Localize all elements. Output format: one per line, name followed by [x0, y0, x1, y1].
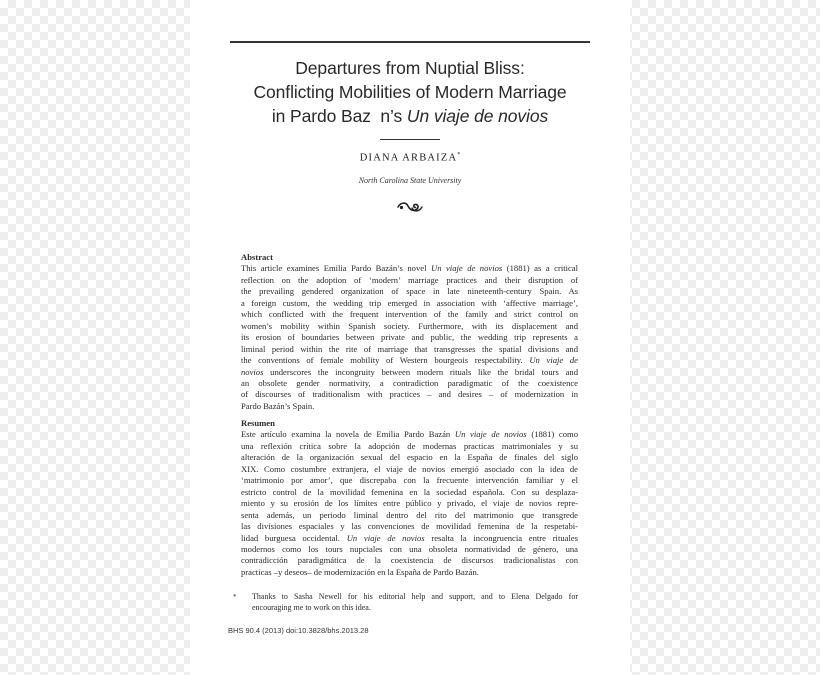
abstract-line: [241, 378, 578, 389]
fleuron-icon: [397, 201, 423, 213]
author-name-text: DIANA ARBAIZA: [359, 152, 458, 164]
body-text: las divisiones espaciales y las convenciones de movilidad femenina de la respetabi-: [241, 521, 578, 532]
body-text: the prevailing gendered organization of space in late nineteenth-century Spain. As: [241, 286, 578, 297]
body-text: resalta la incongruencia entre rituales: [424, 532, 578, 543]
abstract-line: [241, 344, 578, 355]
footnote-line-1: Thanks to Sasha Newell for his editorial help and support, and to Elena Delgado for: [252, 592, 578, 601]
abstract-heading: Abstract: [241, 252, 273, 262]
abstract-line: [241, 389, 578, 400]
resumen-line: [241, 452, 578, 463]
body-text: contradicción paradigmática de la coexistencia de discursos tradicionalistas con: [241, 555, 578, 566]
italic-title: Un viaje de novios: [346, 532, 425, 543]
footnote-mark: *: [233, 593, 237, 601]
footnote-line-2: encouraging me to work on this idea.: [252, 602, 371, 612]
resumen-line: [241, 441, 578, 452]
abstract-line: [241, 332, 578, 343]
abstract-line: [241, 367, 578, 378]
journal-citation: BHS 90.4 (2013) doi:10.3828/bhs.2013.28: [228, 626, 369, 635]
abstract-line: [241, 298, 578, 309]
body-text: the conventions of female mobility of Western bourgeois respectability.: [241, 355, 530, 366]
body-text: Pardo Bazán’s Spain.: [241, 400, 315, 411]
body-text: modernos como los tours nupciales con una obsoleta normatividad de género, una: [241, 543, 578, 554]
footnote-text: [252, 592, 578, 613]
body-text: (1881) as a critical: [502, 263, 578, 274]
resumen-line: [241, 464, 578, 475]
italic-title: Un viaje de novios: [454, 429, 527, 440]
resumen-line: [241, 567, 578, 578]
abstract-line: [241, 355, 578, 366]
title-line-1: Departures from Nuptial Bliss:: [295, 58, 525, 78]
body-text: (1881) como: [526, 429, 578, 440]
resumen-line: [241, 487, 578, 498]
body-text: alteración de la organización sexual del espacio en la España de finales del siglo: [241, 452, 578, 463]
author-affiliation: North Carolina State University: [358, 176, 462, 185]
body-text: estricto control de la movilidad femenina en la sociedad española. Con su desplaza-: [241, 486, 578, 497]
italic-title: Un viaje de: [529, 355, 578, 366]
resumen-line: [241, 498, 578, 509]
body-text: miento y su erosión de los límites entre público y privado, el viaje de novios repre-: [241, 498, 578, 509]
body-text: practicas –y deseos– de modernización en la España de Pardo Bazán.: [241, 566, 479, 577]
italic-title: novios: [241, 366, 264, 377]
author-name: [190, 152, 630, 164]
title-line-3-prefix: in Pardo Baz n’s: [271, 106, 407, 126]
body-text: ‘matrimonio por amor’, que discrepaba con la frecuente intervención familiar y el: [241, 475, 578, 486]
resumen-heading: Resumen: [241, 418, 275, 428]
body-text: liminal period within the rite of marriage that transgresses the spatial divisions and: [241, 343, 578, 354]
title-divider: [380, 139, 440, 140]
body-text: lidad burguesa occidental.: [241, 532, 347, 543]
resumen-line: [241, 555, 578, 566]
resumen-line: [241, 544, 578, 555]
body-text: an obsolete gender normativity, a contradiction paradigmatic of the coexistence: [241, 377, 578, 388]
top-rule: [230, 41, 590, 43]
body-text: which conflicted with the frequent intervention of the family and strict control on: [241, 309, 578, 320]
abstract-line: [241, 309, 578, 320]
abstract-line: [241, 321, 578, 332]
body-text: XIX. Como costumbre extranjera, el viaje de novios emergió asociado con la idea de: [241, 463, 578, 474]
abstract-section: [241, 252, 578, 412]
abstract-line: [241, 275, 578, 286]
body-text: of discourses of traditionalism with practices – and desires – of modernization in: [241, 389, 578, 400]
body-text: senta además, un periodo liminal dentro del rito del matrimonio que transgrede: [241, 509, 578, 520]
abstract-line: [241, 263, 578, 274]
body-text: a foreign custom, the wedding trip emerged in association with ‘affective marriage’,: [241, 297, 578, 308]
body-text: reflection on the adoption of ‘modern’ marriage practices and their disruption of: [241, 274, 578, 285]
resumen-line: [241, 475, 578, 486]
footnote: [233, 592, 578, 613]
title-line-2: Conflicting Mobilities of Modern Marriage: [253, 82, 567, 102]
abstract-line: [241, 286, 578, 297]
body-text: its erosion of boundaries between private and public, the wedding trip represents a: [241, 332, 578, 343]
body-text: women’s mobility within Spanish society. Furthermore, with its displacement and: [241, 320, 578, 331]
body-text: underscores the incongruity between modern rituals like the bridal tours and: [263, 366, 578, 377]
resumen-line: [241, 429, 578, 440]
title-line-3: [190, 104, 630, 128]
italic-title: Un viaje de novios: [430, 263, 503, 274]
resumen-line: [241, 533, 578, 544]
article-page: [190, 0, 630, 675]
body-text: una reflexión crítica sobre la adopción de modernas practicas matrimoniales y su: [241, 440, 578, 451]
body-text: This article examines Emilia Pardo Bazán’s novel: [241, 263, 431, 274]
article-title: [190, 56, 630, 128]
title-line-3-italic: Un viaje de novios: [406, 106, 549, 126]
abstract-body: [241, 263, 578, 412]
resumen-line: [241, 510, 578, 521]
resumen-section: [241, 418, 578, 578]
body-text: Este artículo examina la novela de Emilia Pardo Bazán: [241, 429, 455, 440]
resumen-line: [241, 521, 578, 532]
author-footnote-mark: *: [457, 152, 461, 158]
resumen-body: [241, 429, 578, 578]
abstract-line: [241, 401, 578, 412]
